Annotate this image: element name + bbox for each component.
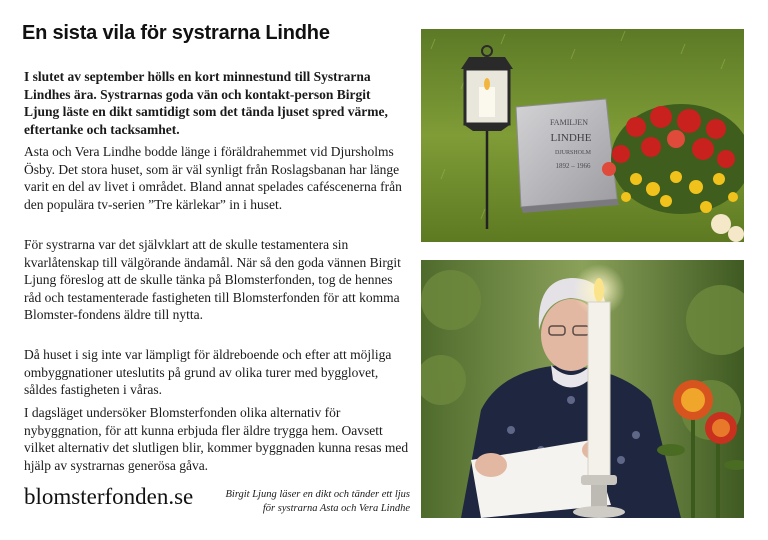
reading-woman-photo: [421, 260, 744, 518]
stone-text-1: FAMILJEN: [549, 118, 589, 127]
grave-photo: [421, 29, 744, 242]
article-paragraph-3: Då huset i sig inte var lämpligt för äldreboende och efter att möjliga ombyggnationer uteslutits på grund av olika turer med bygglovet, såldes fastigheten i våras.: [24, 347, 392, 398]
stone-text-4: 1892 – 1966: [555, 162, 591, 170]
stone-text-2: LINDHE: [550, 132, 592, 144]
article-lead: I slutet av september hölls en kort minnestund till Systrarna Lindhes ära. Systrarnas goda vän och kontakt-person Birgit Ljung läste en dikt samtidigt som det tända ljuset spred värme, eftertanke och tacksamhet.: [24, 69, 388, 137]
article-paragraph-2: För systrarna var det självklart att de skulle testamentera sin kvarlåtenskap till välgörande ändamål. När så den goda vännen Birgit Ljung föreslog att de skulle tänka på Blomsterfonden, tog de hennes råd och testamenterade fastigheten till Blomsterfonden för att komma Blomster-fondens äldre till nytta.: [24, 237, 401, 323]
article-headline: En sista vila för systrarna Lindhe: [22, 22, 330, 44]
website-address: blomsterfonden.se: [24, 484, 194, 509]
stone-text-3: DJURSHOLM: [554, 150, 592, 156]
photo-caption: Birgit Ljung läser en dikt och tänder ett ljus för systrarna Asta och Vera Lindhe: [225, 489, 410, 514]
gravestone: [516, 99, 619, 213]
article-paragraph-4: I dagsläget undersöker Blomsterfonden olika alternativ för nybyggnation, för att kunna erbjuda fler äldre trygga hem. Oavsett vilket alternativ det slutligen blir, kommer byggnaden kunna resas med hjälp av systrarnas generösa gåva.: [24, 405, 409, 473]
article-paragraph-1: Asta och Vera Lindhe bodde länge i föräldrahemmet vid Djursholms Ösby. Det stora huset, som är väl synligt från Roslagsbanan har länge varit en del av livet i området. Bland annat spelades caféscenerna från den populära tv-serien ”Tre kärlekar” in i huset.: [24, 144, 402, 212]
